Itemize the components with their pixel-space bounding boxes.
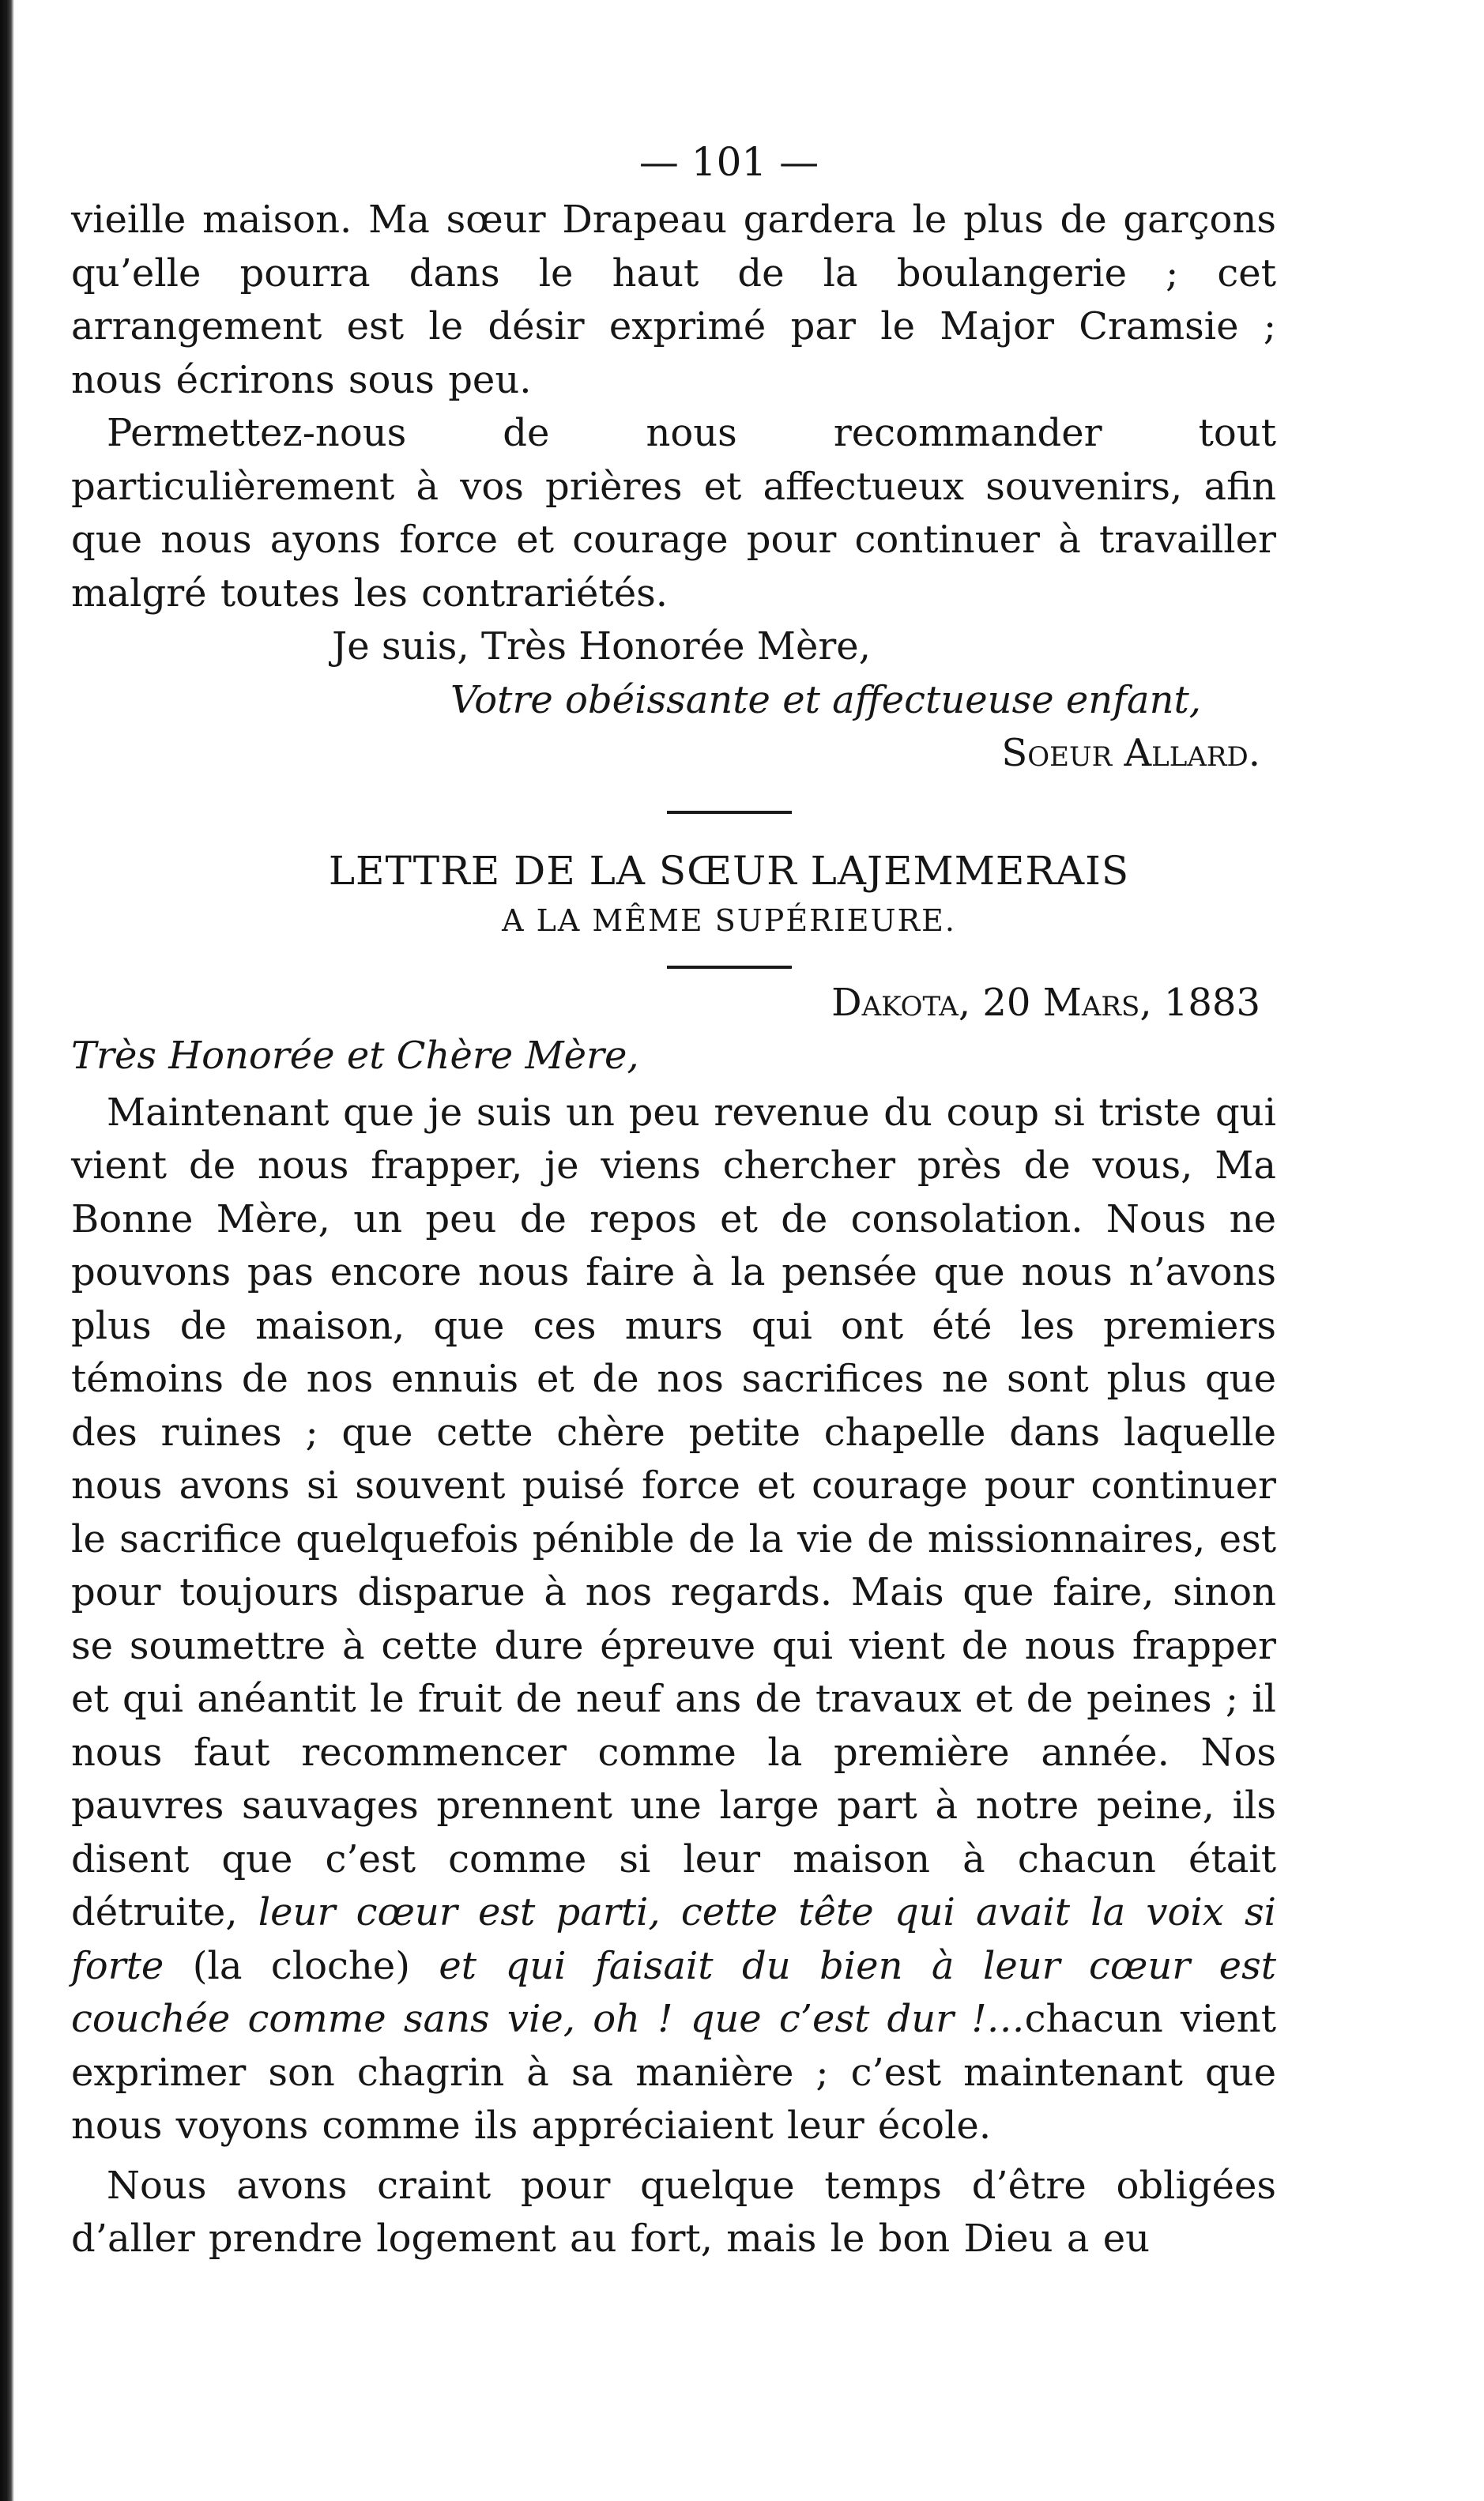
paragraph-continued: vieille maison. Ma sœur Drapeau gardera le plus de garçons qu’elle pourra dans le haut de la boulangerie ; cet arrangement est le désir exprimé par le Major Cramsie ; nous écrirons sous peu. [71,198,1276,402]
dateline-place: Dakota [831,980,959,1025]
paragraph-recommendation: Permettez-nous de nous recommander tout particulièrement à vos prières et affectueux souvenirs, afin que nous ayons force et courage pour continuer à travailler malgré toutes les contrariétés. [71,411,1276,616]
letter-paragraph-1-text: Maintenant que je suis un peu revenue du coup si triste qui vient de nous frapper, je viens chercher près de vous, Ma Bonne Mère, un peu de repos et de consolation. Nous ne pouvons pas encore nous faire à la pensée que nous n’avons plus de maison, que ces murs qui ont été les premiers témoins de nos ennuis et de nos sacrifices ne sont plus que des ruines ; que cette chère petite chapelle dans laquelle nous avons si souvent puisé force et courage pour continuer le sacrifice quelquefois pénible de la vie de missionnaires, est pour toujours disparue à nos regards. Mais que faire, sinon se soumettre à cette dure épreuve qui vient de nous frapper et qui anéantit le fruit de neuf ans de travaux et de peines ; il nous faut recommencer comme la première année. Nos pauvres sauvages prennent une large part à notre peine, ils disent que c’est comme si leur maison à chacun était détruite, [71,1090,1276,1934]
dateline-year: , 1883 [1139,980,1260,1025]
binding-edge [0,0,14,2501]
letter-paragraph-2: Nous avons craint pour quelque temps d’être obligées d’aller prendre logement au fort, mais le bon Dieu a eu [71,2163,1276,2261]
dateline-day: , 20 [958,980,1031,1025]
parenthetical: (la cloche) [192,1943,410,1988]
quoted-speech-2: et qui faisait du bien à leur cœur est couchée comme sans vie, oh ! que c’est dur !… [71,1943,1276,2041]
letter-subtitle: A LA MÊME SUPÉRIEURE. [502,902,956,938]
letter-paragraph-1 [71,1087,1276,2153]
letter-title: LETTRE DE LA SŒUR LAJEMMERAIS [328,847,1130,894]
separator-rule-short [667,966,792,969]
letter-paragraph-1-end: chacun vient exprimer son chagrin à sa manière ; c’est maintenant que nous voyons comme ils appréciaient leur école. [71,1997,1276,2148]
closing-formula: Je suis, Très Honorée Mère, [332,624,871,669]
signature: Soeur Allard. [1001,731,1260,775]
dateline-month: Mars [1042,980,1140,1025]
separator-rule [667,811,792,814]
salutation: Très Honorée et Chère Mère, [71,1034,639,1078]
book-page [71,138,1276,2266]
page-number: — 101 — [638,139,819,185]
quoted-speech-1: leur cœur est parti, cette tête qui avait la voix si forte [71,1890,1276,1988]
paragraph-gap [71,2153,1276,2160]
closing-signoff: Votre obéissante et affectueuse enfant, [450,677,1202,722]
dateline [71,977,1276,1030]
